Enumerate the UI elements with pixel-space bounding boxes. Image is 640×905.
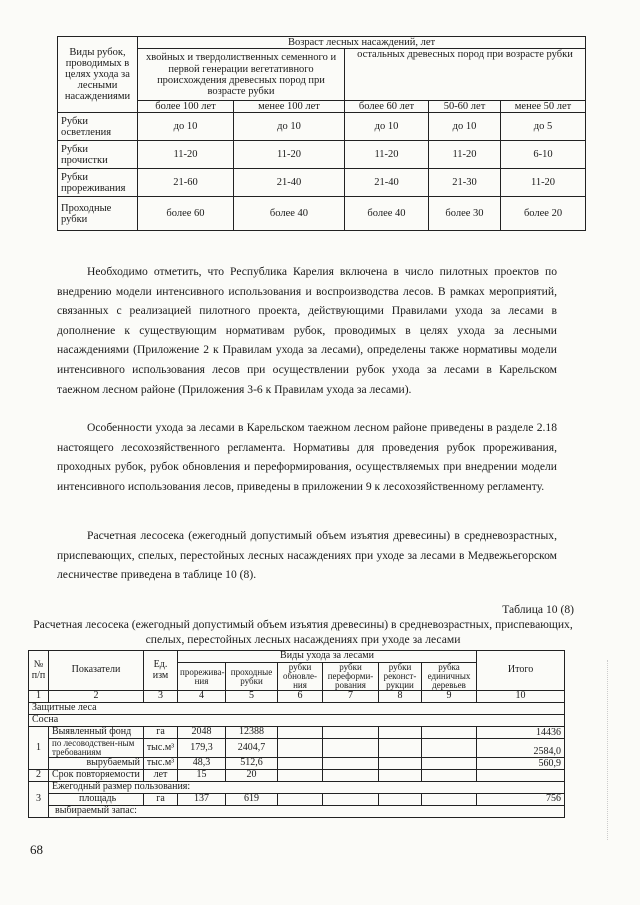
table2-cell-empty [422,727,477,739]
table2-header-col: рубка единичных деревьев [422,663,477,691]
table1-cell: 11-20 [501,169,586,197]
table2-total: 560,9 [477,758,565,770]
table1-cell: более 60 [138,197,234,231]
col-number: 5 [226,691,278,703]
col-number: 2 [49,691,144,703]
table2-section-pine: Сосна [29,715,565,727]
table2-caption [32,602,574,647]
table2-cell-empty [323,794,379,806]
table2-header-total: Итого [477,651,565,691]
table-row [58,169,586,197]
table2-cell-empty [379,727,422,739]
col-number: 1 [29,691,49,703]
row-label: Выявленный фонд [49,727,144,739]
table1-cell: 11-20 [234,141,345,169]
table1-row-name: Рубки осветления [58,113,138,141]
table1-cell: 6-10 [501,141,586,169]
table2-header-num: № п/п [29,651,49,691]
row-unit: тыс.м³ [144,739,178,758]
paragraph-text: Необходимо отметить, что Республика Карелия включена в число пилотных проектов по внедрению модели интенсивного использования и воспроизводства лесов. В рамках мероприятий, связанных с реализацией пилотного проекта, действующими Правилами ухода за лесами в дополнение к существующим нормативам рубок, проводимых в целях ухода за лесными насаждениями (Приложение 2 к Правилам ухода за лесами), определены также нормативы модели интенсивного использования лесов при осуществлении рубок ухода за лесами в Карельском таежном лесном районе (Приложения 3-6 к Правилам ухода за лесами). [57,265,557,396]
table1-cell: 11-20 [138,141,234,169]
table2-total: 756 [477,794,565,806]
table2-cell: 15 [178,770,226,782]
table2-cell-empty [323,758,379,770]
table1-subheader: более 100 лет [138,101,234,113]
table2-cell-empty [422,758,477,770]
table1-row-name: Проходные рубки [58,197,138,231]
row-label: Срок повторяемости [49,770,144,782]
row-unit: лет [144,770,178,782]
table-row [29,758,565,770]
col-number: 7 [323,691,379,703]
table1-header-cuttings: Виды рубок, проводимых в целях ухода за лесными насаждениями [58,37,138,113]
table2-header-types: Виды ухода за лесами [178,651,477,663]
table1-cell: 11-20 [429,141,501,169]
table2-section-protective: Защитные леса [29,703,565,715]
table1-cell: до 5 [501,113,586,141]
table1-row-name: Рубки прочистки [58,141,138,169]
table2-cell-empty [323,770,379,782]
table-row [58,141,586,169]
table-row [29,770,565,782]
table2-cell: 2048 [178,727,226,739]
table1-cell: более 20 [501,197,586,231]
row-label: по лесоводствен-ным требованиям [49,739,144,758]
table2-cell-empty [278,758,323,770]
col-number: 4 [178,691,226,703]
row-label: вырубаемый [49,758,144,770]
table2-cell: 137 [178,794,226,806]
table-row [29,727,565,739]
row-number: 2 [29,770,49,782]
col-number: 9 [422,691,477,703]
table2-cell-empty [422,770,477,782]
table1-cell: более 30 [429,197,501,231]
table2-number: Таблица 10 (8) [502,603,574,616]
allowable-cut-table [28,650,565,818]
scan-artifact [607,660,614,840]
row-label: выбираемый запас: [49,806,565,818]
table2-cell: 48,3 [178,758,226,770]
table1-cell: до 10 [138,113,234,141]
table1-row-name: Рубки прореживания [58,169,138,197]
table2-total: 2584,0 [477,739,565,758]
row-number: 1 [29,727,49,770]
table1-cell: 21-40 [345,169,429,197]
row-unit: га [144,727,178,739]
table1-subheader: менее 100 лет [234,101,345,113]
col-number: 8 [379,691,422,703]
table2-cell: 179,3 [178,739,226,758]
table2-header-col: прорежива-ния [178,663,226,691]
table1-cell: 11-20 [345,141,429,169]
table1-cell: до 10 [345,113,429,141]
table2-cell-empty [278,739,323,758]
table1-cell: 21-60 [138,169,234,197]
col-number: 10 [477,691,565,703]
table-row [29,806,565,818]
table1-cell: 21-30 [429,169,501,197]
table2-total: 14436 [477,727,565,739]
table2-cell-empty [422,739,477,758]
table2-cell-empty [379,739,422,758]
table1-cell: 21-40 [234,169,345,197]
row-unit: тыс.м³ [144,758,178,770]
table1-subheader: менее 50 лет [501,101,586,113]
table2-cell: 20 [226,770,278,782]
table-row [29,794,565,806]
table2-cell-empty [323,727,379,739]
paragraph-text: Особенности ухода за лесами в Карельском таежном лесном районе приведены в разделе 2.18 настоящего лесохозяйственного регламента. Нормативы для проведения рубок прореживания, проходных рубок, рубок обновления и переформирования, осуществляемых при внедрении модели интенсивного использования лесов, приведены в приложении 9 к лесохозяйственному регламенту. [57,421,557,493]
table2-cell-empty [379,758,422,770]
table2-cell: 12388 [226,727,278,739]
table-row [29,782,565,794]
table2-title: Расчетная лесосека (ежегодный допустимый объем изъятия древесины) в средневозрастных, приспевающих, спелых, перестойных лесных насаждениях при уходе за лесами [33,618,573,646]
col-number: 3 [144,691,178,703]
table2-header-col: рубки обновле-ния [278,663,323,691]
paragraph-allowable-cut [57,526,557,585]
table2-cell-empty [379,794,422,806]
table1-header-group1: хвойных и твердолиственных семенного и первой генерации вегетативного происхождения древесных пород при возрасте рубки [138,49,345,101]
page-number: 68 [30,842,43,857]
row-number: 3 [29,782,49,818]
table2-cell: 2404,7 [226,739,278,758]
table2-cell-empty [379,770,422,782]
table2-cell: 512,6 [226,758,278,770]
row-label: Ежегодный размер пользования: [49,782,565,794]
row-label: площадь [49,794,144,806]
table2-header-col: рубки реконст-рукции [379,663,422,691]
table2-cell-empty [278,727,323,739]
paragraph-text: Расчетная лесосека (ежегодный допустимый объем изъятия древесины) в средневозрастных, приспевающих, спелых, перестойных лесных насаждениях при уходе за лесами в Медвежьегорском лесничестве приведена в таблице 10 (8). [57,529,557,582]
table-row [58,197,586,231]
table2-col-numbers [29,691,565,703]
table2-cell-empty [278,770,323,782]
table2-header-unit: Ед. изм [144,651,178,691]
table1-cell: более 40 [234,197,345,231]
col-number: 6 [278,691,323,703]
table2-header-indicator: Показатели [49,651,144,691]
paragraph-karelian-features [57,418,557,496]
paragraph-pilot-project [57,262,557,399]
table-row [29,739,565,758]
table2-cell-empty [477,770,565,782]
table1-cell: до 10 [234,113,345,141]
table-row [58,113,586,141]
table1-header-age: Возраст лесных насаждений, лет [138,37,586,49]
table1-subheader: 50-60 лет [429,101,501,113]
table2-header-col: рубки переформи-рования [323,663,379,691]
table2-cell-empty [323,739,379,758]
table1-subheader: более 60 лет [345,101,429,113]
forest-care-age-table [57,36,586,231]
row-unit: га [144,794,178,806]
table2-cell: 619 [226,794,278,806]
table1-cell: более 40 [345,197,429,231]
table1-header-group2: остальных древесных пород при возрасте рубки [345,49,586,101]
table2-header-col: проходные рубки [226,663,278,691]
table1-cell: до 10 [429,113,501,141]
table2-cell-empty [422,794,477,806]
table2-cell-empty [278,794,323,806]
